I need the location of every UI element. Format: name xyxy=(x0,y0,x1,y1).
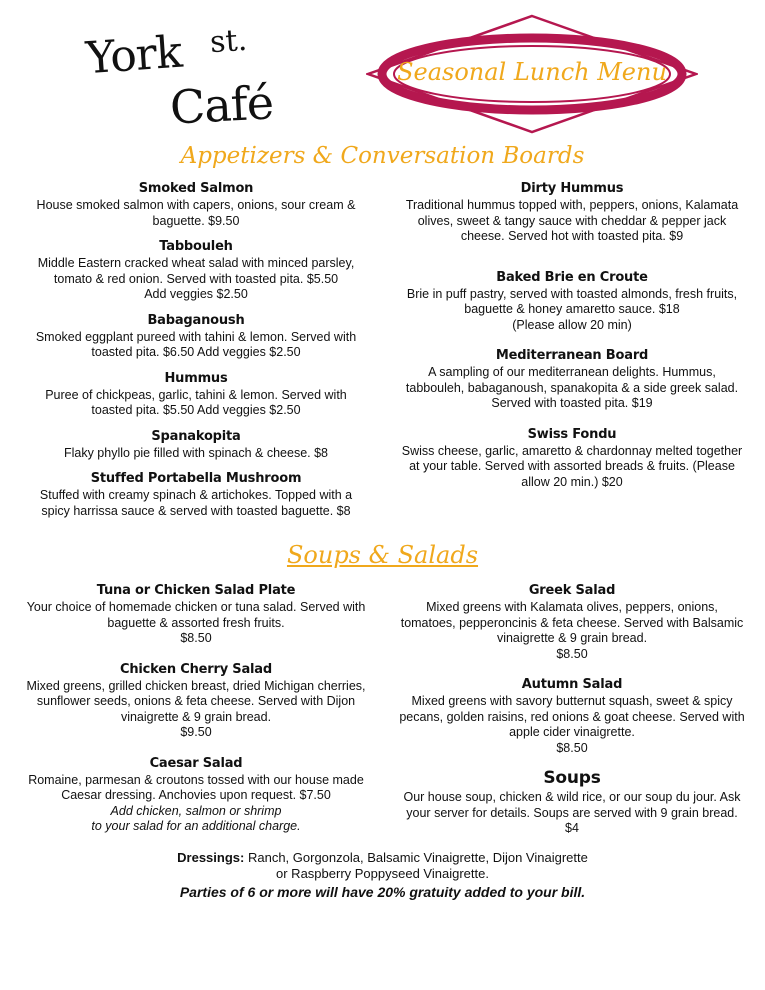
logo-cafe: Café xyxy=(168,75,275,135)
banner-title: Seasonal Lunch Menu xyxy=(397,58,667,86)
menu-item xyxy=(398,582,746,662)
item-price: $8.50 xyxy=(556,646,588,661)
menu-item xyxy=(26,370,366,419)
dressings-line xyxy=(0,850,765,866)
item-name: Caesar Salad xyxy=(149,755,243,771)
item-description: Flaky phyllo pie filled with spinach & cheese. $8 xyxy=(63,445,329,460)
dressings-list: Ranch, Gorgonzola, Balsamic Vinaigrette, Dijon Vinaigrette xyxy=(247,850,588,865)
menu-item xyxy=(398,347,746,412)
item-description: Smoked eggplant pureed with tahini & lemon. Served with toasted pita. $6.50 Add veggies $2.50 xyxy=(35,329,357,359)
dressings-label: Dressings: xyxy=(177,850,245,865)
dressings-line-2: or Raspberry Poppyseed Vinaigrette. xyxy=(276,866,489,881)
logo-york: York xyxy=(84,26,184,85)
item-price: $8.50 xyxy=(556,740,588,755)
item-description: Our house soup, chicken & wild rice, or our soup du jour. Ask your server for details. Soups are served with 9 grain bread. $4 xyxy=(403,790,741,835)
menu-item xyxy=(26,661,366,741)
item-description: Swiss cheese, garlic, amaretto & chardonnay melted together at your table. Served with assorted breads & fruits. (Please allow 20 min.) $20 xyxy=(401,443,743,489)
menu-item xyxy=(398,676,746,756)
appetizers-heading: Appetizers & Conversation Boards xyxy=(180,143,585,169)
item-name: Tuna or Chicken Salad Plate xyxy=(96,583,296,598)
menu-item xyxy=(398,269,746,334)
menu-item xyxy=(26,180,366,229)
item-description: Romaine, parmesan & croutons tossed with our house made Caesar dressing. Anchovies upon request. $7.50 xyxy=(28,772,364,802)
item-description: Mixed greens with Kalamata olives, peppers, onions, tomatoes, pepperoncinis & feta cheese. Served with Balsamic vinaigrette & 9 grain bread. xyxy=(400,600,744,645)
item-price: $8.50 xyxy=(180,631,212,645)
appetizers-right-column xyxy=(398,180,746,499)
cafe-logo xyxy=(86,24,286,136)
item-name: Spanakopita xyxy=(151,428,241,444)
menu-item xyxy=(26,312,366,361)
gratuity-notice: Parties of 6 or more will have 20% gratuity added to your bill. xyxy=(179,884,586,900)
logo-st: st. xyxy=(208,22,249,61)
item-description: Mixed greens, grilled chicken breast, dried Michigan cherries, sunflower seeds, onions & feta cheese. Served with Dijon vinaigrette & 9 grain bread. xyxy=(26,678,366,724)
item-addon: Add veggies $2.50 xyxy=(144,287,248,301)
item-name: Dirty Hummus xyxy=(520,181,624,196)
menu-item xyxy=(398,180,746,245)
menu-item xyxy=(26,755,366,835)
item-name: Smoked Salmon xyxy=(138,181,254,196)
menu-item xyxy=(26,470,366,519)
item-name: Hummus xyxy=(164,370,228,386)
appetizers-left-column xyxy=(26,180,366,528)
item-name: Baked Brie en Croute xyxy=(496,269,648,285)
item-description: Traditional hummus topped with, peppers, onions, Kalamata olives, sweet & tangy sauce with cheddar & pepper jack cheese. Served hot with toasted pita. $9 xyxy=(405,198,739,243)
item-description: Middle Eastern cracked wheat salad with minced parsley, tomato & red onion. Served with toasted pita. $5.50 xyxy=(37,256,355,286)
item-description: Stuffed with creamy spinach & artichokes. Topped with a spicy harrissa sauce & served with toasted baguette. $8 xyxy=(39,488,353,518)
item-name: Swiss Fondu xyxy=(527,426,617,442)
item-note: (Please allow 20 min) xyxy=(512,317,632,332)
menu-item xyxy=(26,428,366,462)
menu-item xyxy=(398,426,746,491)
item-name: Mediterranean Board xyxy=(495,348,649,363)
item-description: Puree of chickpeas, garlic, tahini & lemon. Served with toasted pita. $5.50 Add veggies $2.50 xyxy=(45,387,347,417)
menu-item xyxy=(26,582,366,647)
item-description: House smoked salmon with capers, onions, sour cream & baguette. $9.50 xyxy=(36,198,356,228)
menu-item xyxy=(26,238,366,303)
item-note: Add chicken, salmon or shrimp xyxy=(110,803,282,818)
menu-banner xyxy=(366,14,698,134)
soups-salads-heading: Soups & Salads xyxy=(286,541,479,569)
item-description: Brie in puff pastry, served with toasted almonds, fresh fruits, baguette & honey amaretto sauce. $18 xyxy=(406,286,738,316)
menu-footer xyxy=(0,850,765,900)
item-name: Tabbouleh xyxy=(159,239,233,254)
item-description: Your choice of homemade chicken or tuna salad. Served with baguette & assorted fresh fruits. xyxy=(26,600,366,630)
soups-salads-right-column xyxy=(398,582,746,846)
item-price: $9.50 xyxy=(180,725,212,739)
item-name: Soups xyxy=(543,768,601,788)
item-name: Autumn Salad xyxy=(521,677,623,692)
item-name: Stuffed Portabella Mushroom xyxy=(90,471,302,486)
item-name: Chicken Cherry Salad xyxy=(120,661,272,677)
item-description: Mixed greens with savory butternut squash, sweet & spicy pecans, golden raisins, red onions & goat cheese. Served with apple cider vinaigrette. xyxy=(399,694,745,739)
item-note: to your salad for an additional charge. xyxy=(91,819,301,833)
item-name: Greek Salad xyxy=(528,583,616,598)
soups-salads-left-column xyxy=(26,582,366,844)
item-name: Babaganoush xyxy=(147,312,245,328)
item-description: A sampling of our mediterranean delights. Hummus, tabbouleh, babaganoush, spanakopita & a side greek salad. Served with toasted pita. $19 xyxy=(405,365,739,410)
menu-item xyxy=(398,768,746,837)
